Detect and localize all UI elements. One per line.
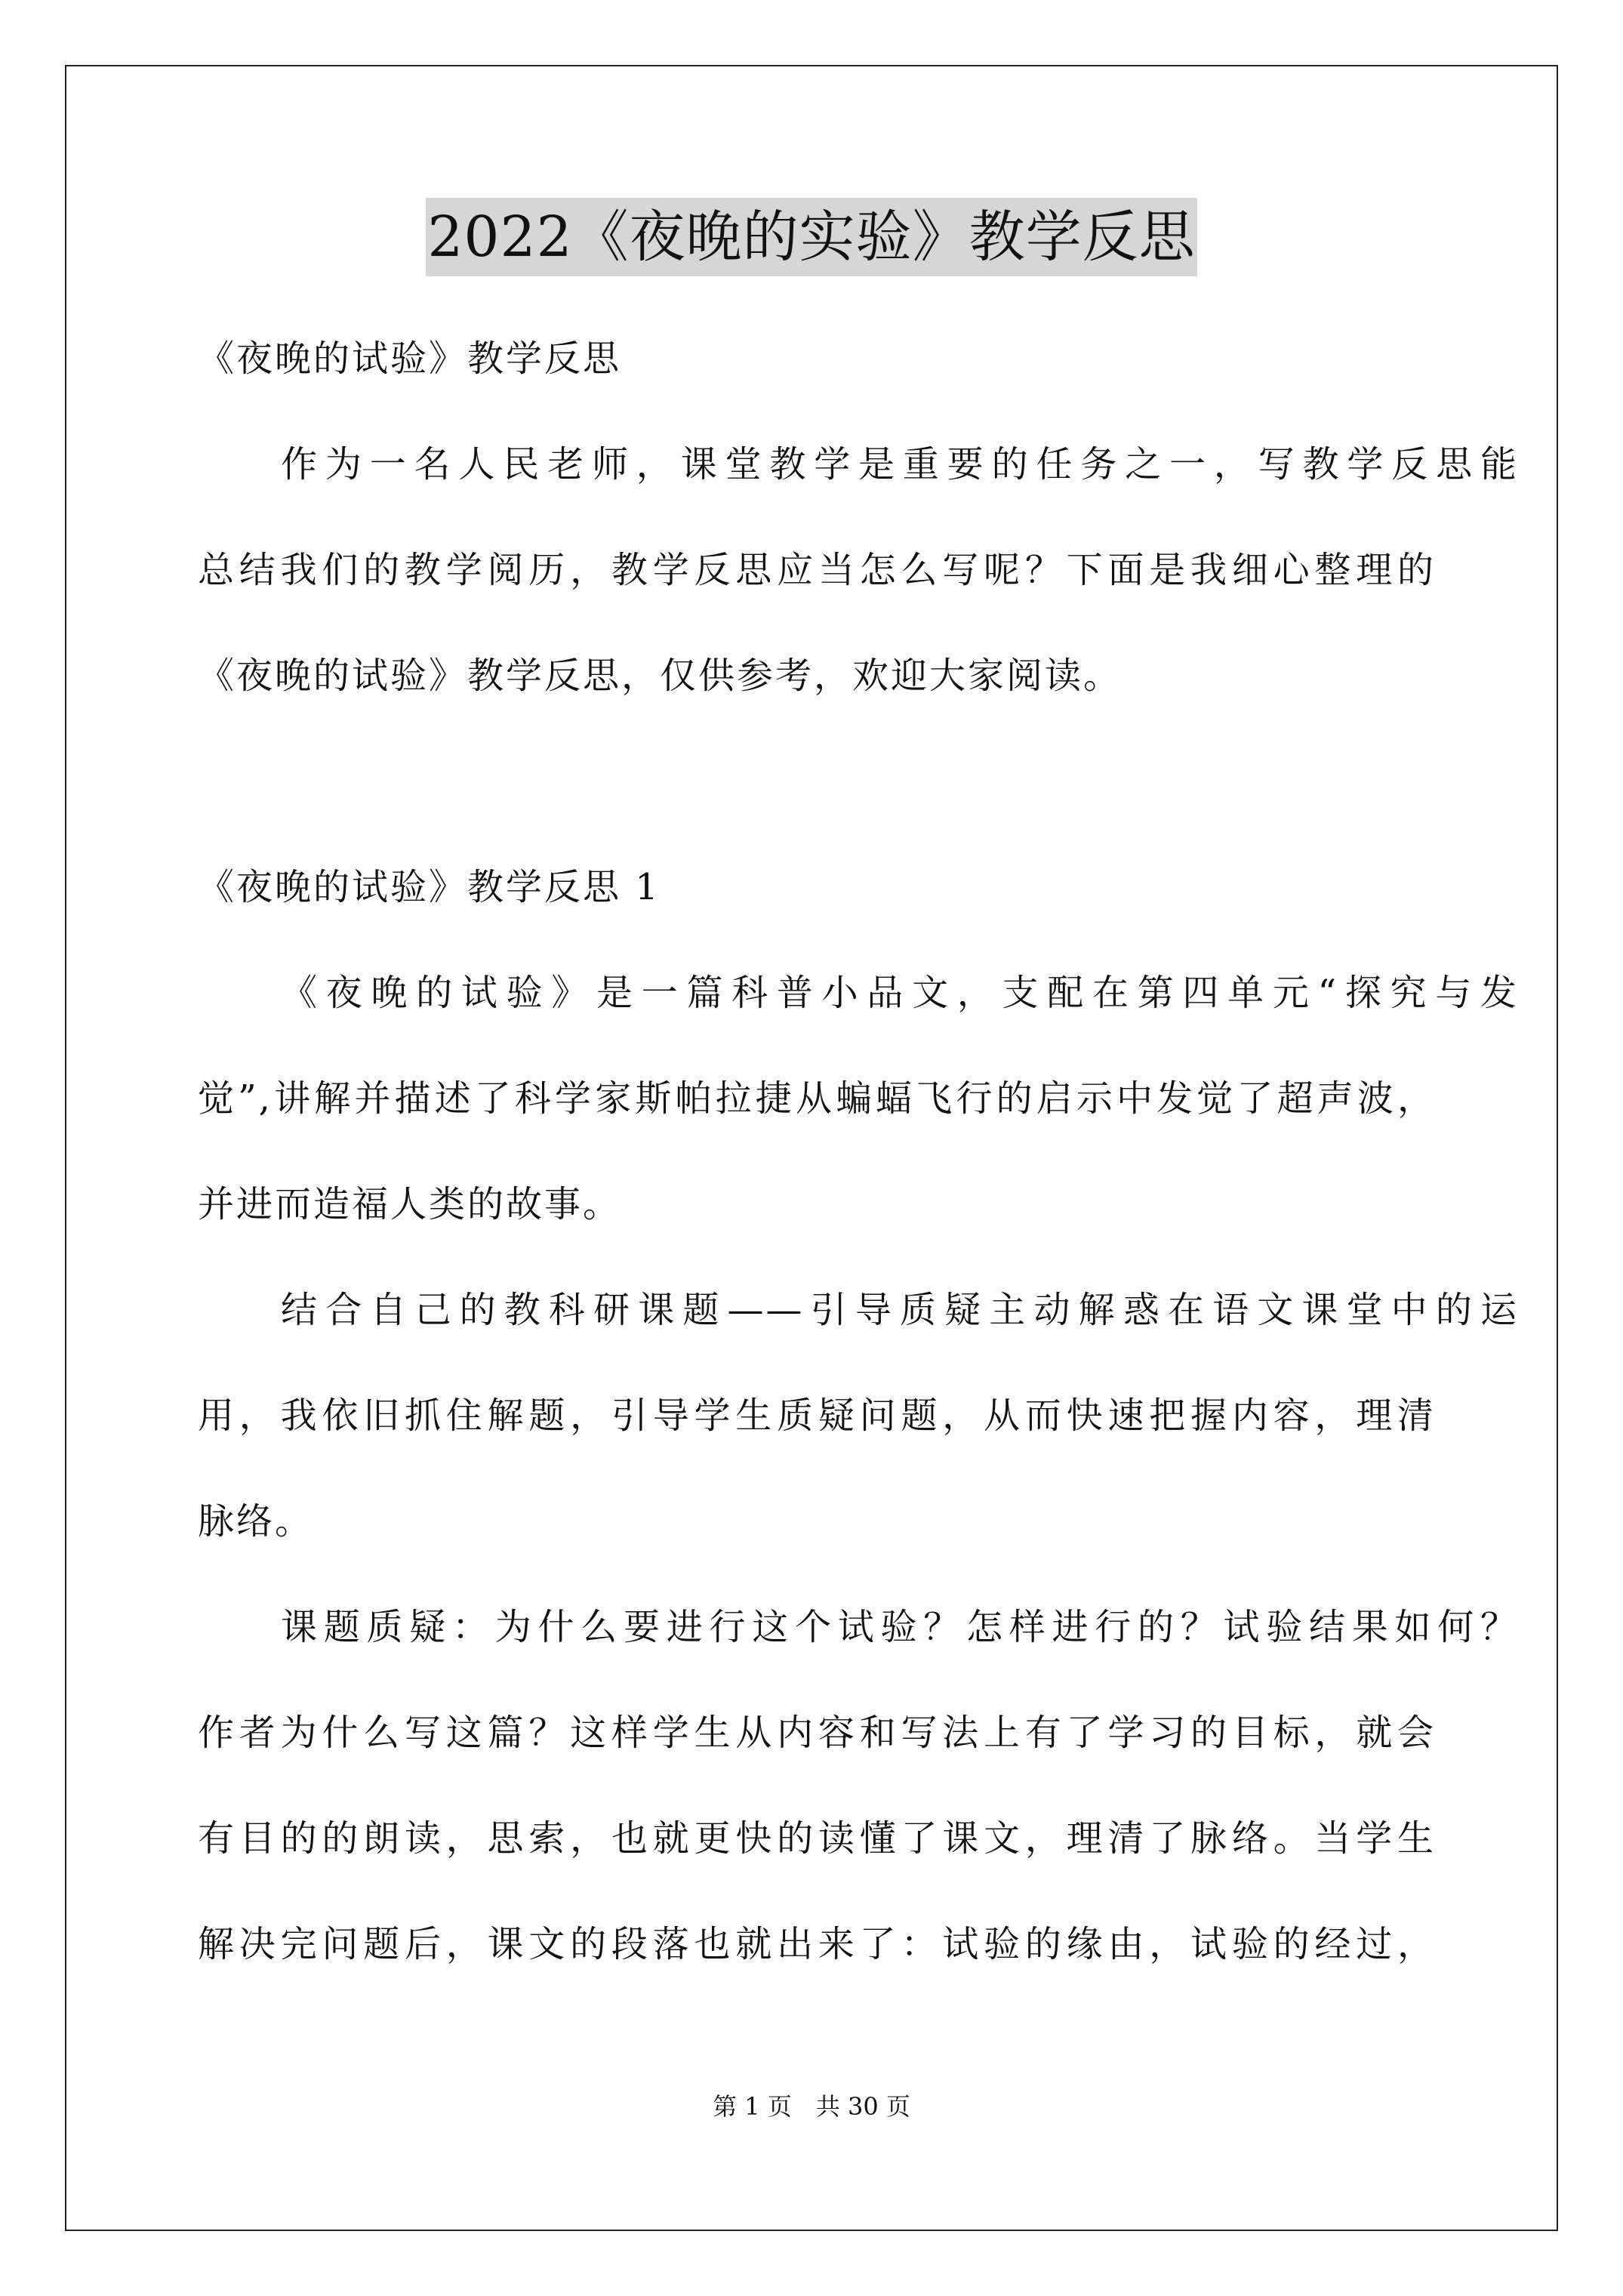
paragraph-line: 作为一名人民老师，课堂教学是重要的任务之一，写教学反思能 (281, 443, 1519, 485)
paragraph-line: 作者为什么写这篇？这样学生从内容和写法上有了学习的目标，就会 (198, 1712, 1436, 1754)
paragraph-line: 《夜晚的试验》是一篇科普小品文，支配在第四单元“探究与发 (281, 972, 1519, 1014)
subtitle-line: 《夜晚的试验》教学反思 (198, 337, 622, 380)
document-body (198, 306, 1519, 1997)
paragraph-line: 总结我们的教学阅历，教学反思应当怎么写呢？下面是我细心整理的 (198, 549, 1436, 591)
section-heading: 《夜晚的试验》教学反思 1 (198, 866, 661, 908)
paragraph-line: 有目的的朗读，思索，也就更快的读懂了课文，理清了脉络。当学生 (198, 1817, 1436, 1860)
paragraph-line: 课题质疑：为什么要进行这个试验？怎样进行的？试验结果如何？ (281, 1606, 1519, 1648)
paragraph-line: 脉络。 (198, 1500, 314, 1542)
paragraph-line: 用，我依旧抓住解题，引导学生质疑问题，从而快速把握内容，理清 (198, 1395, 1436, 1437)
paragraph-line: 解决完问题后，课文的段落也就出来了：试验的缘由，试验的经过， (198, 1923, 1436, 1965)
paragraph-line: 《夜晚的试验》教学反思，仅供参考，欢迎大家阅读。 (198, 655, 1123, 697)
paragraph-line: 并进而造福人类的故事。 (198, 1183, 622, 1225)
paragraph-line: 觉”,讲解并描述了科学家斯帕拉捷从蝙蝠飞行的启示中发觉了超声波， (198, 1077, 1436, 1120)
title-container (0, 198, 1623, 276)
document-title: 2022《夜晚的实验》教学反思 (426, 198, 1196, 276)
page-number: 第 1 页 共 30 页 (713, 2092, 910, 2121)
paragraph-line: 结合自己的教科研课题——引导质疑主动解惑在语文课堂中的运 (281, 1289, 1519, 1331)
